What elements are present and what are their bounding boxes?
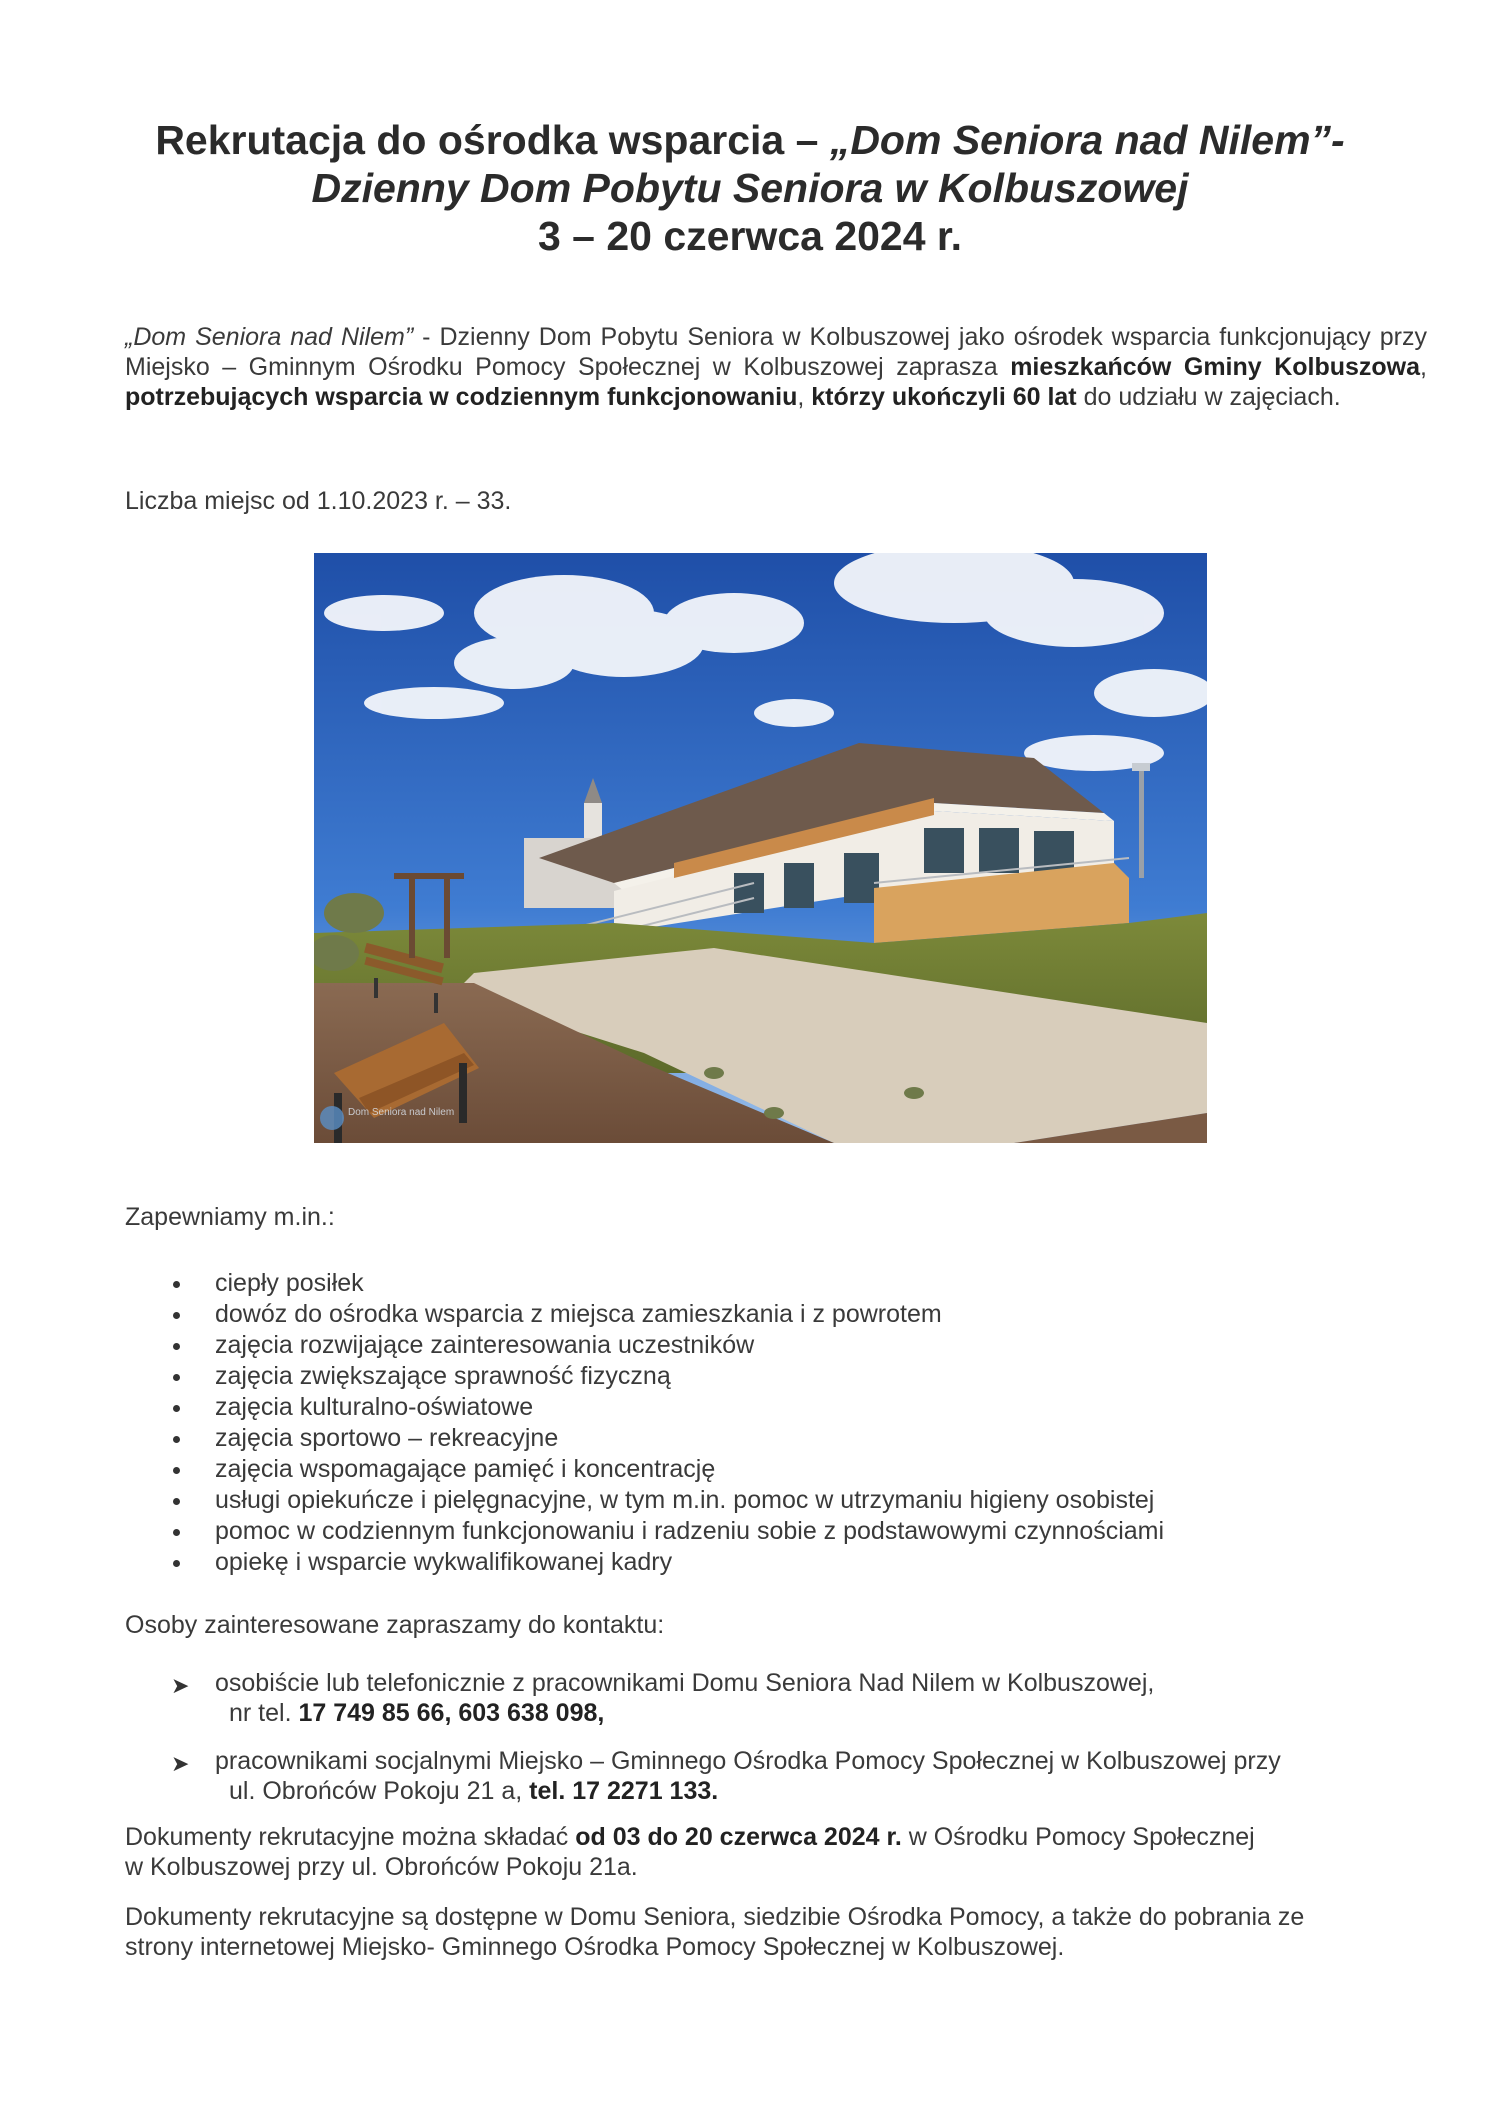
svg-text:Dom Seniora nad Nilem: Dom Seniora nad Nilem (348, 1107, 455, 1118)
list-item: opiekę i wsparcie wykwalifikowanej kadry (163, 1547, 1164, 1578)
list-item: usługi opiekuńcze i pielęgnacyjne, w tym m.in. pomoc w utrzymaniu higieny osobistej (163, 1485, 1164, 1516)
list-item: dowóz do ośrodka wsparcia z miejsca zamieszkania i z powrotem (163, 1299, 1164, 1330)
document-page: Rekrutacja do ośrodka wsparcia – „Dom Seniora nad Nilem”- Dzienny Dom Pobytu Seniora w Kolbuszowej 3 – 20 czerwca 2024 r. „Dom Seniora nad Nilem” - Dzienny Dom Pobytu Seniora w Kolbuszowej jako ośrodek wsparcia funkcjonujący przy Miejsko – Gminnym Ośrodku Pomocy Społecznej w Kolbuszowej zaprasza mieszkańców Gminy Kolbuszowa, potrzebujących wsparcia w codziennym funkcjonowaniu, którzy ukończyli 60 lat do udziału w zajęciach. Liczba miejsc od 1.10.2023 r. – 33. Dom Seniora nad Nilem Zapewniamy m.in.: ciepły posiłek dowóz do ośrodka wsparcia z miejsca zamieszkania i z powrotem zajęcia rozwijające zainteresowania uczestników zajęcia zwiększające sprawność fizyczną zajęcia kulturalno-oświatowe zajęcia sportowo – rekreacyjne zajęcia wspomagające pamięć i koncentrację usługi opiekuńcze i pielęgnacyjne, w tym m.in. pomoc w utrzymaniu higieny osobistej pomoc w codziennym funkcjonowaniu i radzeniu sobie z podstawowymi czynnościami opiekę i wsparcie wykwalifikowanej kadry Osoby zainteresowane zapraszamy do kontaktu: ➤ osobiście lub telefonicznie z pracownikami Domu Seniora Nad Nilem w Kolbuszowej, nr tel. 17 749 85 66, 603 638 098, ➤ pracownikami socjalnymi Miejsko – Gminnego Ośrodka Pomocy Społecznej w Kolbuszowej przy ul. Obrońców Pokoju 21 a, tel. 17 2271 133. Dokumenty rekrutacyjne można składać od 03 do 20 czerwca 2024 r. w Ośrodku Pomocy Społecznej w Kolbuszowej przy ul. Obrońców Pokoju 21a. Dokumenty rekrutacyjne są dostępne w Domu Seniora, siedzibie Ośrodka Pomocy, a także do pobrania ze strony internetowej Miejsko- Gminnego Ośrodka Pomocy Społecznej w Kolbuszowej. (0, 0, 1500, 2121)
building-photo (314, 553, 1207, 1143)
list-item: zajęcia kulturalno-oświatowe (163, 1392, 1164, 1423)
list-item: zajęcia wspomagające pamięć i koncentrację (163, 1454, 1164, 1485)
arrow-icon: ➤ (171, 1673, 190, 1698)
intro-paragraph: „Dom Seniora nad Nilem” - Dzienny Dom Pobytu Seniora w Kolbuszowej jako ośrodek wsparcia funkcjonujący przy Miejsko – Gminnym Ośrodku Pomocy Społecznej w Kolbuszowej zaprasza mieszkańców Gminy Kolbuszowa, potrzebujących wsparcia w codziennym funkcjonowaniu, którzy ukończyli 60 lat do udziału w zajęciach. (125, 323, 1428, 411)
list-item: pomoc w codziennym funkcjonowaniu i radzeniu sobie z podstawowymi czynnościami (163, 1516, 1164, 1547)
list-item: zajęcia sportowo – rekreacyjne (163, 1423, 1164, 1454)
list-item: ciepły posiłek (163, 1268, 1164, 1299)
page-title (0, 116, 1500, 260)
arrow-icon: ➤ (171, 1751, 190, 1776)
provide-heading: Zapewniamy m.in.: (125, 1203, 335, 1231)
contact-heading: Osoby zainteresowane zapraszamy do kontaktu: (125, 1611, 665, 1639)
list-item: zajęcia rozwijające zainteresowania uczestników (163, 1330, 1164, 1361)
documents-availability: Dokumenty rekrutacyjne są dostępne w Domu Seniora, siedzibie Ośrodka Pomocy, a także do pobrania ze strony internetowej Miejsko- Gminnego Ośrodka Pomocy Społecznej w Kolbuszowej. (125, 1903, 1305, 1961)
title-line-3: 3 – 20 czerwca 2024 r. (537, 213, 962, 259)
title-line-2: Dzienny Dom Pobytu Seniora w Kolbuszowej (311, 165, 1189, 211)
provide-list (163, 1268, 1164, 1578)
documents-submission: Dokumenty rekrutacyjne można składać od 03 do 20 czerwca 2024 r. w Ośrodku Pomocy Społecznej w Kolbuszowej przy ul. Obrońców Pokoju 21a. (125, 1823, 1255, 1881)
title-line-1: Rekrutacja do ośrodka wsparcia – „Dom Seniora nad Nilem”- (155, 117, 1345, 163)
places-count: Liczba miejsc od 1.10.2023 r. – 33. (125, 487, 512, 515)
list-item: zajęcia zwiększające sprawność fizyczną (163, 1361, 1164, 1392)
